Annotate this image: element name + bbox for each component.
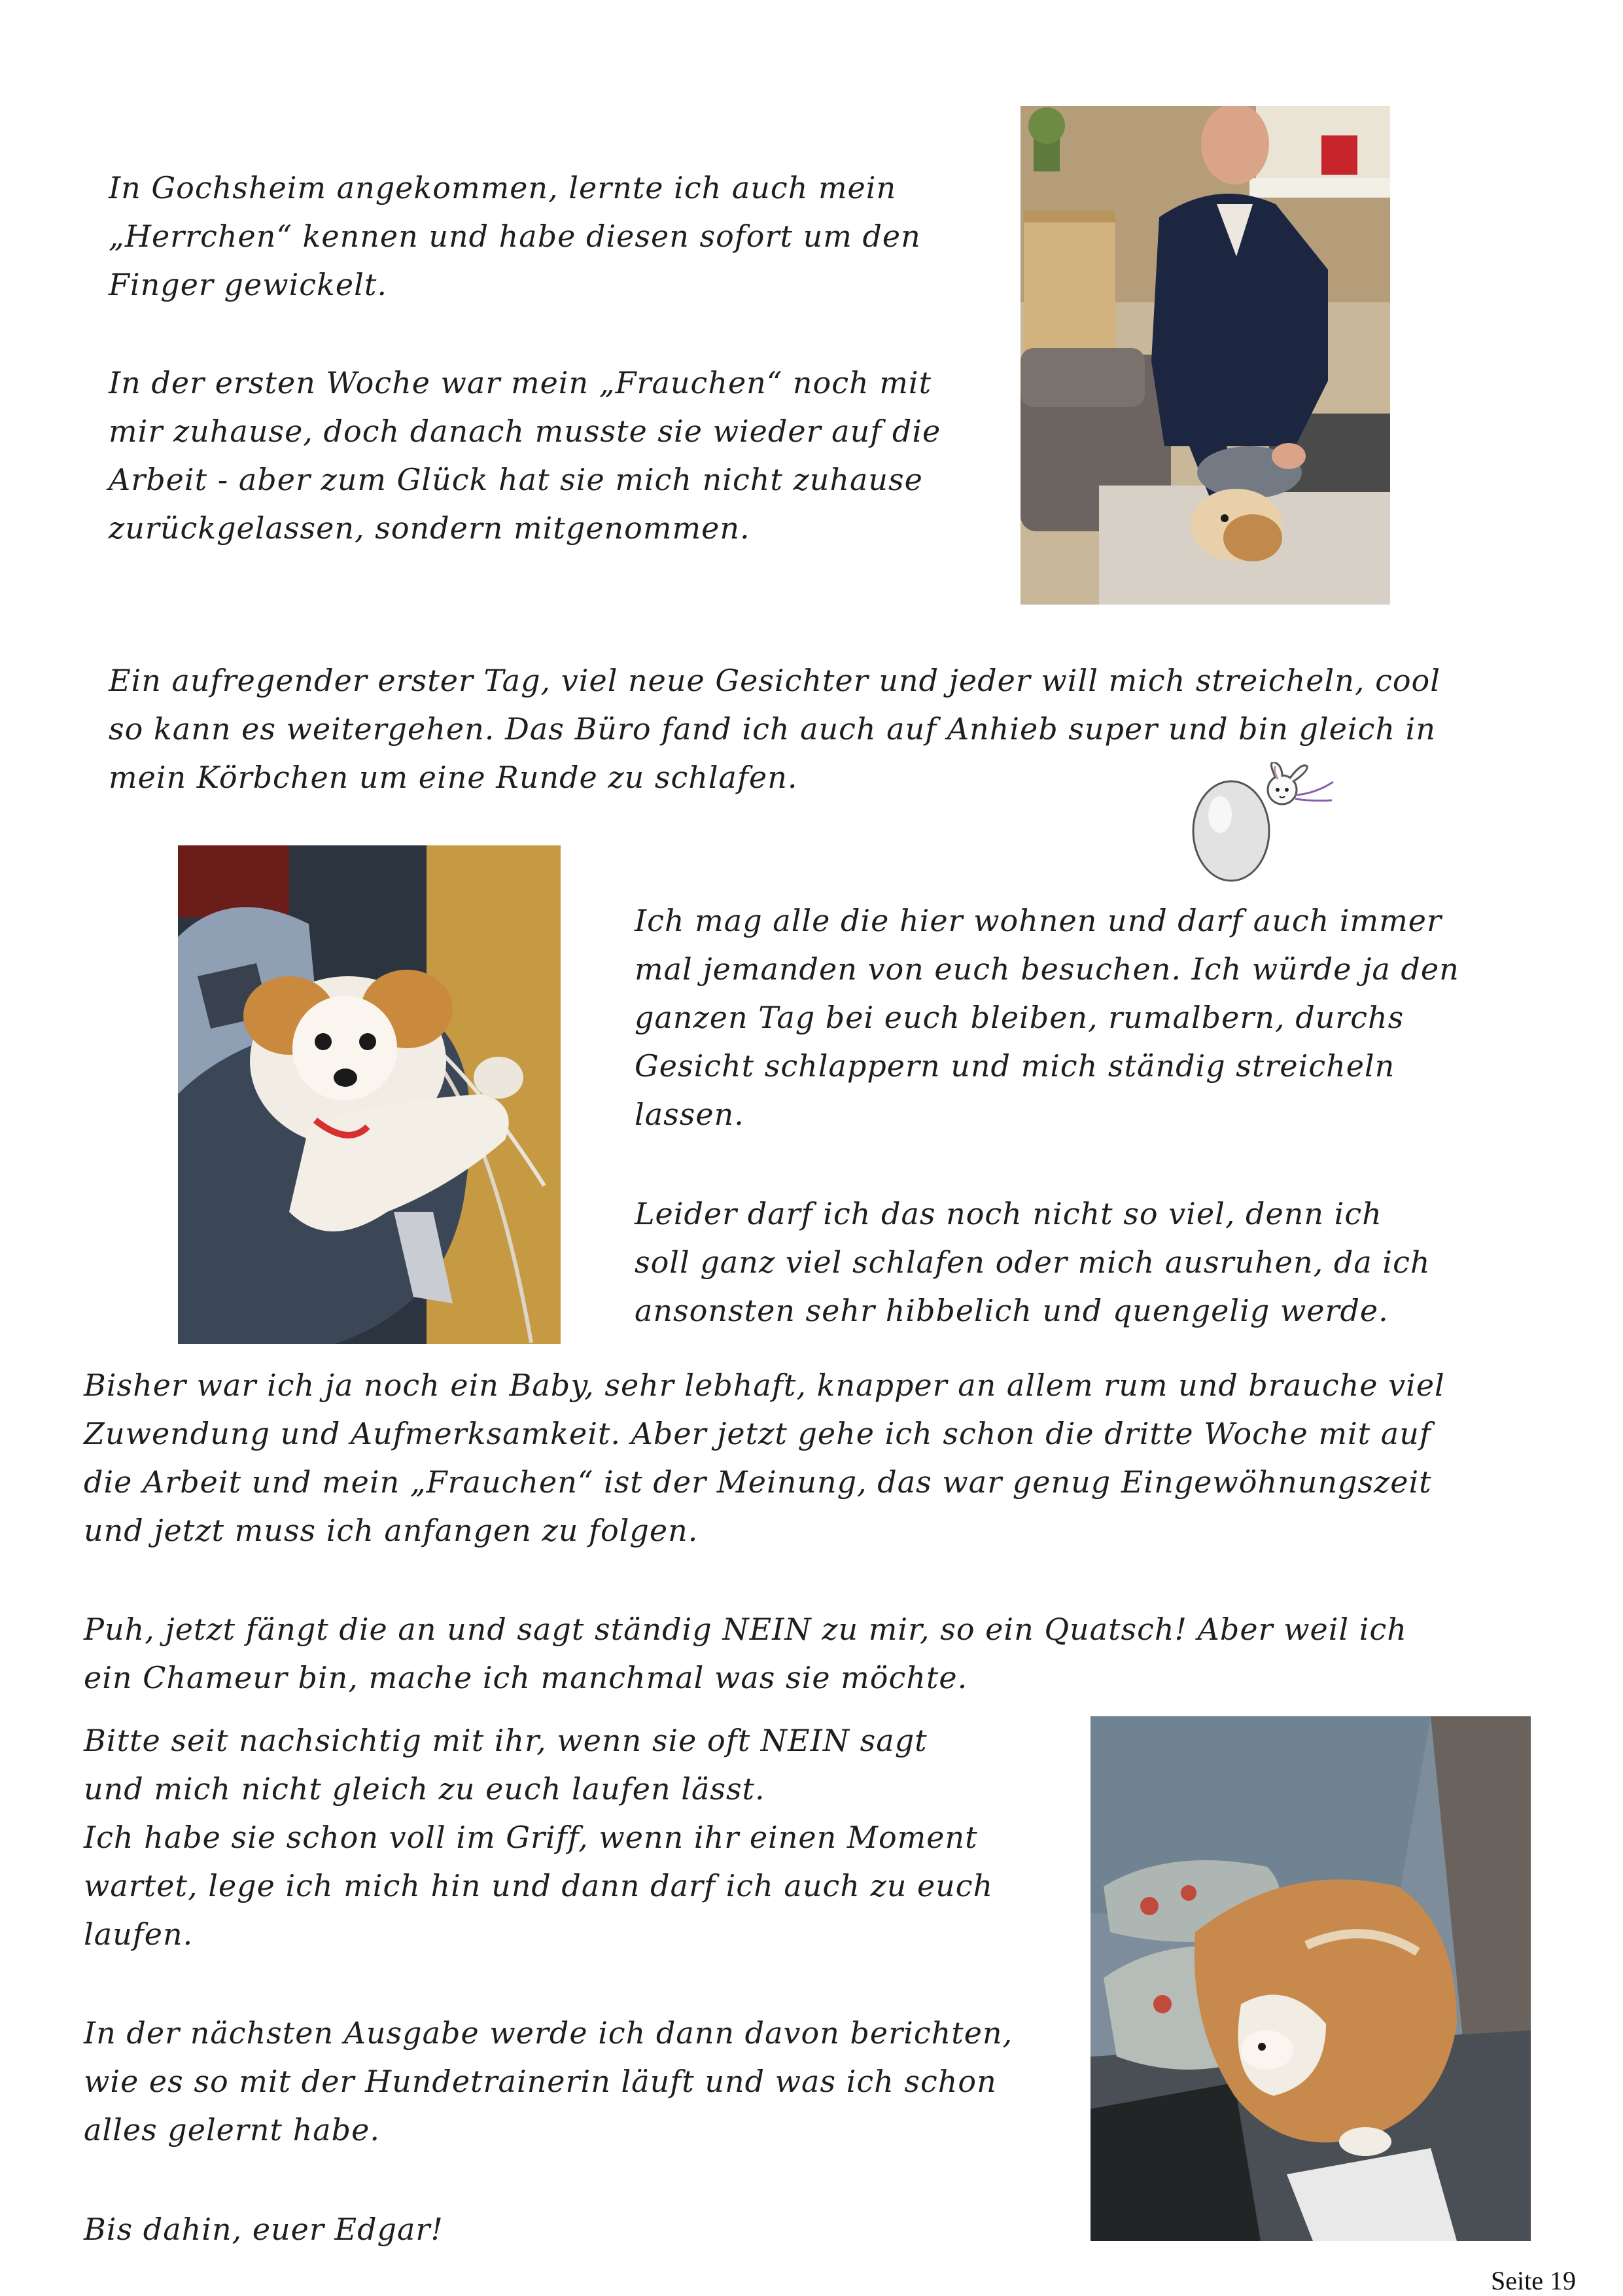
- paragraph-baby: [84, 1361, 1445, 1555]
- text-line: ganzen Tag bei euch bleiben, rumalbern, durchs: [635, 1000, 1405, 1035]
- text-line: „Herrchen“ kennen und habe diesen sofort um den: [109, 219, 921, 254]
- paragraph-arrival: [109, 164, 921, 309]
- text-line: Finger gewickelt.: [109, 267, 387, 302]
- text-line: In der ersten Woche war mein „Frauchen“ noch mit: [109, 365, 932, 400]
- text-line: Bis dahin, euer Edgar!: [84, 2212, 444, 2247]
- text-line: Gesicht schlappern und mich ständig streicheln: [635, 1048, 1395, 1084]
- text-line: mir zuhause, doch danach musste sie wieder auf die: [109, 414, 941, 449]
- text-line: In Gochsheim angekommen, lernte ich auch mein: [109, 170, 897, 205]
- paragraph-nein: [84, 1605, 1407, 1702]
- text-line: wartet, lege ich mich hin und dann darf ich auch zu euch: [84, 1868, 994, 1903]
- paragraph-sleep: [635, 1190, 1431, 1335]
- text-line: mein Körbchen um eine Runde zu schlafen.: [109, 760, 798, 795]
- text-line: zurückgelassen, sondern mitgenommen.: [109, 510, 750, 546]
- text-line: und jetzt muss ich anfangen zu folgen.: [84, 1513, 699, 1548]
- text-line: Ich mag alle die hier wohnen und darf auch immer: [635, 903, 1442, 938]
- text-line: In der nächsten Ausgabe werde ich dann davon berichten,: [84, 2015, 1013, 2051]
- text-line: ein Chameur bin, mache ich manchmal was sie möchte.: [84, 1660, 968, 1695]
- text-line: so kann es weitergehen. Das Büro fand ich auch auf Anhieb super und bin gleich in: [109, 711, 1436, 747]
- text-line: wie es so mit der Hundetrainerin läuft und was ich schon: [84, 2064, 997, 2099]
- text-line: lassen.: [635, 1097, 744, 1132]
- text-line: Leider darf ich das noch nicht so viel, denn ich: [635, 1196, 1382, 1231]
- text-line: Ein aufregender erster Tag, viel neue Gesichter und jeder will mich streicheln, cool: [109, 663, 1440, 698]
- text-line: die Arbeit und mein „Frauchen“ ist der Meinung, das war genug Eingewöhnungszeit: [84, 1464, 1432, 1500]
- text-line: soll ganz viel schlafen oder mich ausruhen, da ich: [635, 1245, 1431, 1280]
- paragraph-patience: [84, 1716, 993, 1958]
- photo-puppy-sleeping: [1091, 1716, 1531, 2241]
- page-number: Seite 19: [1491, 2266, 1576, 2295]
- text-line: Arbeit - aber zum Glück hat sie mich nicht zuhause: [109, 462, 923, 497]
- paragraph-first-week: [109, 359, 941, 552]
- paragraph-signoff: [84, 2205, 444, 2253]
- text-line: Bitte seit nachsichtig mit ihr, wenn sie oft NEIN sagt: [84, 1723, 928, 1758]
- text-line: ansonsten sehr hibbelich und quengelig werde.: [635, 1293, 1389, 1328]
- paragraph-visits: [635, 896, 1459, 1139]
- text-line: mal jemanden von euch besuchen. Ich würde ja den: [635, 951, 1459, 987]
- text-line: Bisher war ich ja noch ein Baby, sehr lebhaft, knapper an allem rum und brauche viel: [84, 1368, 1445, 1403]
- photo-puppy-lying: [178, 845, 561, 1344]
- text-line: alles gelernt habe.: [84, 2112, 380, 2147]
- paragraph-next-issue: [84, 2009, 1013, 2154]
- easter-bunny-egg-icon: [1184, 762, 1335, 883]
- text-line: Zuwendung und Aufmerksamkeit. Aber jetzt gehe ich schon die dritte Woche mit auf: [84, 1416, 1431, 1451]
- text-line: Puh, jetzt fängt die an und sagt ständig NEIN zu mir, so ein Quatsch! Aber weil ich: [84, 1612, 1407, 1647]
- text-line: und mich nicht gleich zu euch laufen lässt.: [84, 1771, 765, 1807]
- text-line: laufen.: [84, 1916, 194, 1952]
- photo-man-with-puppy: [1021, 106, 1390, 605]
- text-line: Ich habe sie schon voll im Griff, wenn ihr einen Moment: [84, 1820, 978, 1855]
